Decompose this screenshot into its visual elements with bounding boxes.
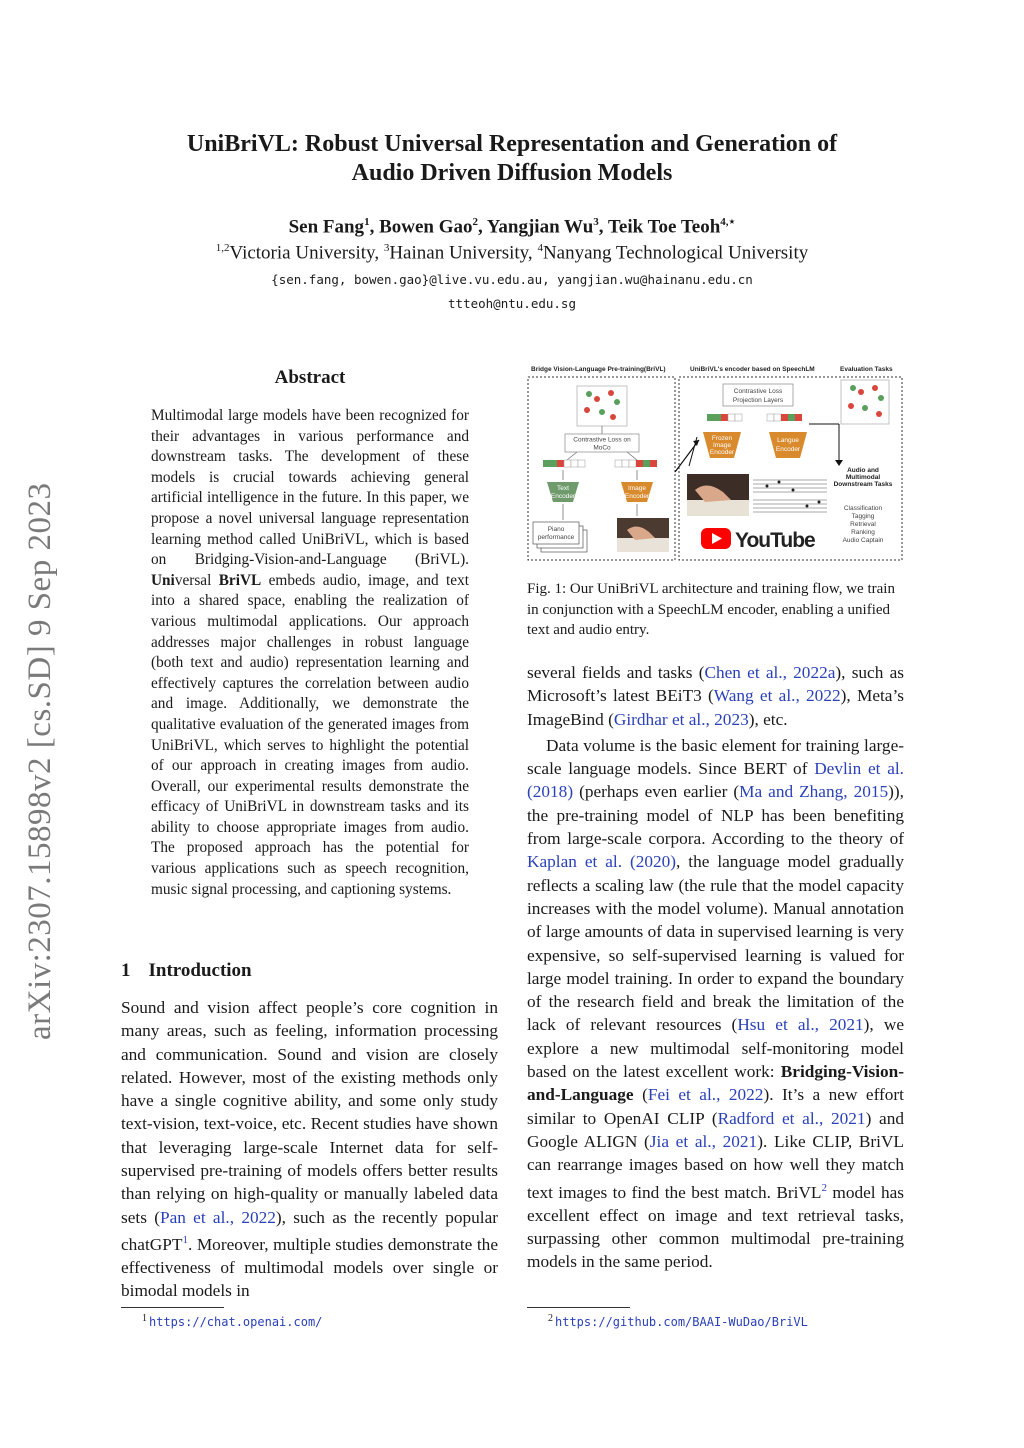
vector-cell xyxy=(550,460,557,467)
vector-cell xyxy=(650,460,657,467)
footnote-mark: 1 xyxy=(142,1313,147,1324)
author-name: Teik Toe Teoh xyxy=(607,216,721,238)
section-title: Introduction xyxy=(148,960,252,981)
task-item: Tagging xyxy=(851,513,875,520)
dot xyxy=(608,390,614,396)
body-text: ) and Google ALIGN ( xyxy=(527,1108,904,1151)
proj-label-1: Contrastive Loss xyxy=(733,388,783,395)
vector-cell xyxy=(774,414,781,421)
dot xyxy=(594,396,600,402)
body-text: Data volume is the basic element for training large-scale language models. Since BERT of xyxy=(527,735,904,779)
frozen-label-3: Encoder xyxy=(709,449,735,456)
dot xyxy=(858,389,864,395)
body-text: ), such as Microsoft’s latest BEiT3 ( xyxy=(527,663,904,706)
sheet-music xyxy=(753,480,827,512)
affil-mark: 3 xyxy=(383,242,390,254)
frozen-label-2: Image xyxy=(712,442,732,449)
paper-title xyxy=(120,130,904,188)
frozen-label-1: Frozen xyxy=(711,435,733,442)
arrow-head xyxy=(835,460,843,466)
affil-name: Hainan University, xyxy=(389,242,538,264)
note xyxy=(766,485,769,488)
vector-cell xyxy=(795,414,802,421)
note xyxy=(792,489,795,492)
proj-label-2: Projection Layers xyxy=(732,397,784,404)
body-text: ), we explore a new multimodal self-monitoring model based on the latest excellent work: xyxy=(527,1015,904,1082)
section-number: 1 xyxy=(121,960,131,981)
note xyxy=(806,505,809,508)
affil-mark: 1,2 xyxy=(215,242,230,254)
language-feature-vector xyxy=(767,414,802,421)
moco-label-1: Contrastive Loss on xyxy=(573,436,631,444)
vector-cell xyxy=(636,460,643,467)
author-name: Sen Fang xyxy=(288,216,365,238)
paragraph xyxy=(527,661,904,731)
citation-link[interactable]: Girdhar et al., 2023 xyxy=(613,709,749,729)
body-text: ), Meta’s ImageBind ( xyxy=(527,686,904,729)
affiliations xyxy=(120,242,904,264)
citation-link[interactable]: Hsu et al., 2021 xyxy=(737,1015,864,1035)
vector-cell xyxy=(767,414,774,421)
body-text: (perhaps even earlier ( xyxy=(573,782,740,802)
footnote-rule xyxy=(121,1307,224,1308)
vector-cell xyxy=(629,460,636,467)
footnote-link[interactable]: 2 xyxy=(821,1181,827,1194)
author-name: Bowen Gao xyxy=(379,216,473,238)
piano-keys-2 xyxy=(687,500,749,516)
author-affil-mark: 2 xyxy=(472,216,478,228)
audio-tasks-label-3: Downstream Tasks xyxy=(833,481,893,488)
dot xyxy=(872,385,878,391)
arrow-head xyxy=(693,440,699,446)
abstract-part: Multimodal large models have been recognized for their advantages in various performance and downstream tasks. The development of these models is crucial towards achieving general artificial intelligence in the future. In this paper, we propose a novel universal language representation learning method called UniBriVL, which is based on Bridging-Vision-and-Language (BriVL). xyxy=(151,407,469,569)
image-feature-vector xyxy=(615,460,657,467)
vector-cell xyxy=(781,414,788,421)
abstract-bold: Uni xyxy=(151,571,175,589)
arrow xyxy=(627,452,637,460)
panel3-title: Evaluation Tasks xyxy=(840,366,893,373)
image-encoder-label-2: Encoder xyxy=(624,493,650,500)
footnote-mark: 2 xyxy=(548,1313,553,1324)
footnote-rule xyxy=(527,1307,630,1308)
footnote-url-link[interactable]: https://chat.openai.com/ xyxy=(149,1315,323,1329)
note xyxy=(778,481,781,484)
body-text: )), the pre-training model of NLP has been benefiting from large-scale corpora. According to the theory of xyxy=(527,782,904,849)
title-line-2: Audio Driven Diffusion Models xyxy=(351,160,673,186)
section-heading xyxy=(121,960,252,982)
dot xyxy=(584,407,590,413)
text-feature-vector xyxy=(543,460,585,467)
vector-cell xyxy=(564,460,571,467)
audio-tasks-label-2: Multimodal xyxy=(845,474,881,481)
vector-cell xyxy=(721,414,728,421)
embedding-space-box xyxy=(577,386,627,426)
author-affil-mark: 3 xyxy=(593,216,599,228)
citation-link[interactable]: Chen et al., 2022a xyxy=(704,663,836,682)
piano-label-1: Piano xyxy=(547,526,565,533)
intro-text: . Moreover, multiple studies demonstrate the effectiveness of multimodal models over single or bimodal models in xyxy=(121,1234,498,1301)
body-text: several fields and tasks ( xyxy=(527,663,705,682)
vector-cell xyxy=(643,460,650,467)
panel1-title: Bridge Vision-Language Pre-training(BriVL) xyxy=(531,366,666,373)
vector-cell xyxy=(578,460,585,467)
task-item: Ranking xyxy=(851,529,875,536)
youtube-wordmark: YouTube xyxy=(735,529,815,552)
vector-cell xyxy=(788,414,795,421)
abstract-text xyxy=(151,406,469,900)
arrow xyxy=(567,452,577,460)
author-emails: {sen.fang, bowen.gao}@live.vu.edu.au, yangjian.wu@hainanu.edu.cn xyxy=(271,272,753,287)
author-list xyxy=(120,215,904,238)
vector-cell xyxy=(714,414,721,421)
task-item: Audio Captain xyxy=(842,537,884,544)
eval-embedding-box xyxy=(841,380,889,424)
footnote-1 xyxy=(142,1313,322,1329)
abstract-heading: Abstract xyxy=(274,367,346,388)
footnote-link[interactable]: 1 xyxy=(182,1233,188,1246)
body-text: ). It’s a new effort similar to OpenAI CLIP ( xyxy=(527,1085,904,1128)
dot xyxy=(586,391,592,397)
vector-cell xyxy=(557,460,564,467)
dot xyxy=(614,399,620,405)
citation-link[interactable]: Devlin et al. (2018) xyxy=(527,759,904,802)
footnote-2 xyxy=(548,1313,808,1329)
abstract-bold: BriVL xyxy=(218,571,262,589)
citation-link[interactable]: Fei et al., 2022 xyxy=(647,1085,764,1105)
affil-name: Nanyang Technological University xyxy=(542,242,809,264)
author-affil-mark: 1 xyxy=(364,216,370,228)
body-text: model has excellent effect on image and text retrieval tasks, surpassing other common multimodal pre-training models in the same period. xyxy=(527,1182,904,1272)
citation-link[interactable]: Wang et al., 2022 xyxy=(713,686,841,706)
dot xyxy=(850,385,856,391)
task-item: Retrieval xyxy=(850,521,876,528)
vector-cell xyxy=(543,460,550,467)
body-text: ). Like CLIP, BriVL can rearrange images based on how well they match text images to find the best match. BriVL xyxy=(527,1131,904,1202)
language-encoder-shape xyxy=(769,432,807,458)
affil-name: Victoria University, xyxy=(229,242,384,264)
lang-label-1: Langue xyxy=(777,437,799,444)
task-item: Classification xyxy=(843,505,883,512)
author-separator: , xyxy=(598,216,608,238)
text-encoder-label-2: Encoder xyxy=(550,493,576,500)
citation-link[interactable]: Kaplan et al. (2020) xyxy=(527,852,677,872)
frozen-feature-vector xyxy=(707,414,742,421)
figure-caption: Fig. 1: Our UniBriVL architecture and training flow, we train in conjunction with a SpeechLM encoder, enabling a unified text and audio entry. xyxy=(527,581,895,638)
figure-1 xyxy=(527,362,905,567)
intro-text: ), such as the recently popular chatGPT xyxy=(121,1207,498,1254)
vector-cell xyxy=(735,414,742,421)
body-text: ), etc. xyxy=(748,709,788,729)
intro-paragraph xyxy=(121,996,498,1303)
dot xyxy=(599,409,605,415)
paragraph xyxy=(527,734,904,1274)
right-column-text xyxy=(527,661,904,1273)
citation-link[interactable]: Radford et al., 2021 xyxy=(717,1108,866,1128)
piano-label-2: performance xyxy=(537,534,575,541)
lang-label-2: Encoder xyxy=(775,446,801,453)
affil-mark: 4 xyxy=(537,242,543,254)
author-affil-mark: 4,⋆ xyxy=(720,216,736,228)
piano-keys xyxy=(617,538,669,552)
author-separator: , xyxy=(478,216,487,238)
abstract-part: versal xyxy=(174,571,219,589)
citation-link[interactable]: Pan et al., 2022 xyxy=(159,1207,276,1227)
text-encoder-label-1: Text xyxy=(557,485,569,492)
intro-text: Sound and vision affect people’s core cognition in many areas, such as feeling, information processing and communication. Sound and vision are closely related. However, most of the existing methods only have a single cognitive ability, and some only study text-vision, text-voice, etc. Recent studies have shown that leveraging large-scale Internet data for self-supervised pre-training of models offers better results than relying on high-quality or manually labeled data sets ( xyxy=(121,998,498,1227)
abstract-part: embeds audio, image, and text into a shared space, enabling the realization of various multimodal applications. Our approach addresses major challenges in robust language (both text and audio) representation learning and effectively captures the correlation between audio and image. Additionally, we demonstrate the qualitative evaluation of the generated images from UniBriVL, which serves to highlight the potential of our approach in creating images from audio. Overall, our experimental results demonstrate the efficacy of UniBriVL in downstream tasks and its ability to choose appropriate images from audio. The proposed approach has the potential for various applications such as speech recognition, music signal processing, and captioning systems. xyxy=(151,571,469,898)
dot xyxy=(876,411,882,417)
author-email-2: ttteoh@ntu.edu.sg xyxy=(448,296,576,311)
vector-cell xyxy=(615,460,622,467)
body-text: , the language model gradually reflects a scaling law (the rule that the model capacity increases with the model volume). Manual annotation of large amounts of data in supervised learning is very expensive, so self-supervised learning is valued for large model training. In order to expand the boundary of the research field and break the limitation of the lack of relevant resources ( xyxy=(527,852,905,1035)
footnote-url-link[interactable]: https://github.com/BAAI-WuDao/BriVL xyxy=(555,1315,808,1329)
dot xyxy=(862,405,868,411)
note xyxy=(818,501,821,504)
panel2-title: UniBriVL's encoder based on SpeechLM xyxy=(690,366,815,373)
vector-cell xyxy=(707,414,714,421)
arxiv-id-text: arXiv:2307.15898v2 [cs.SD] 9 Sep 2023 xyxy=(22,482,58,1040)
dot xyxy=(878,395,884,401)
vector-cell xyxy=(571,460,578,467)
dot xyxy=(610,414,616,420)
author-separator: , xyxy=(369,216,380,238)
audio-tasks-label-1: Audio and xyxy=(847,467,879,474)
citation-link[interactable]: Ma and Zhang, 2015 xyxy=(739,782,889,802)
title-line-1: UniBriVL: Robust Universal Representation and Generation of xyxy=(186,131,838,157)
vector-cell xyxy=(622,460,629,467)
author-name: Yangjian Wu xyxy=(486,216,594,238)
dot xyxy=(848,403,854,409)
moco-label-2: MoCo xyxy=(593,444,611,452)
bold-term: Bridging-Vision-and-Language xyxy=(527,1062,904,1105)
body-text: ( xyxy=(633,1085,648,1105)
citation-link[interactable]: Jia et al., 2021 xyxy=(649,1131,758,1151)
architecture-diagram xyxy=(527,362,905,567)
vector-cell xyxy=(728,414,735,421)
image-encoder-label-1: Image xyxy=(627,485,647,492)
